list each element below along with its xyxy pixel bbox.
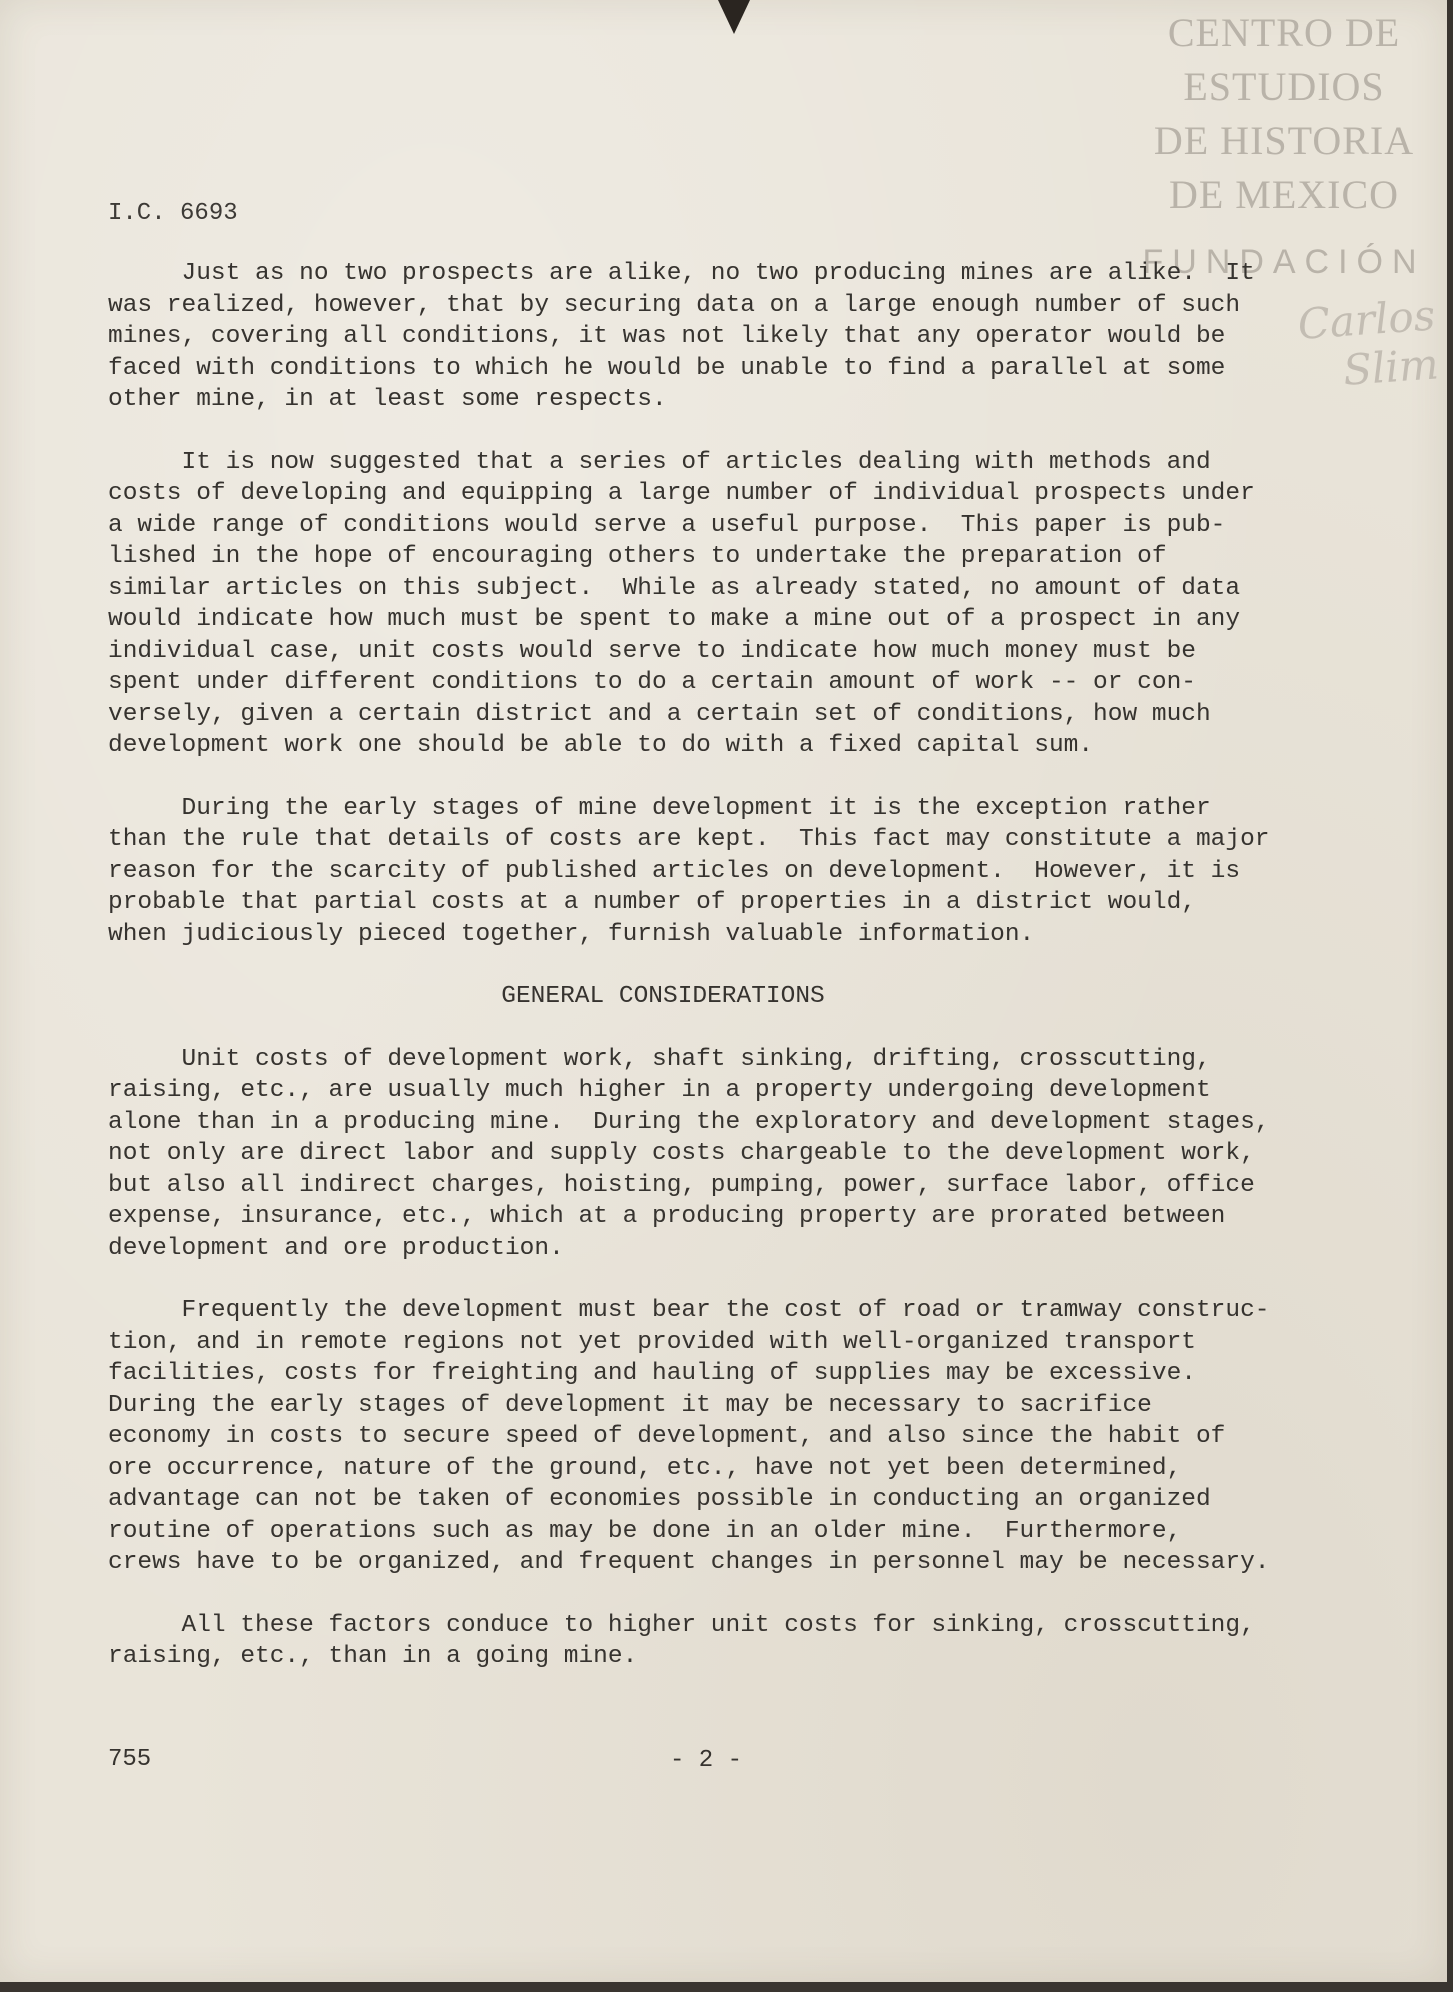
- binding-notch: [718, 0, 750, 34]
- stamp-line-3: DE HISTORIA: [1153, 118, 1415, 163]
- stamp-signature: Carlos Slim: [1296, 290, 1441, 395]
- paragraph-5: Frequently the development must bear the cost of road or tramway construc- tion, and in remote regions not yet provided with well-organized transport facilities, costs for freighting and hauling of supplies may be excessive. During the early stages of development it may be necessary to sacrifice economy in costs to secure speed of development, and also since the habit of ore occurrence, nature of the ground, etc., have not yet been determined, advantage can not be taken of economies possible in conducting an organized routine of operations such as may be done in an older mine. Furthermore, crews have to be organized, and frequent changes in personnel may be necessary.: [108, 1297, 1270, 1576]
- paragraph-3: During the early stages of mine development it is the exception rather than the rule that details of costs are kept. This fact may constitute a major reason for the scarcity of published articles on development. However, it is probable that partial costs at a number of properties in a district would, when judiciously pieced together, furnish valuable information.: [108, 794, 1270, 948]
- footer-code: 755: [108, 1746, 152, 1773]
- document-body: [108, 258, 1358, 1704]
- archive-stamp: [1139, 6, 1429, 284]
- paragraph-1: Just as no two prospects are alike, no two producing mines are alike. It was realized, however, that by securing data on a large enough number of such mines, covering all conditions, it was not likely that any operator would be faced with conditions to which he would be unable to find a parallel at some other mine, in at least some respects.: [108, 260, 1255, 413]
- paragraph-4: Unit costs of development work, shaft sinking, drifting, crosscutting, raising, etc., are usually much higher in a property undergoing development alone than in a producing mine. During the exploratory and development stages, not only are direct labor and supply costs chargeable to the development work, but also all indirect charges, hoisting, pumping, power, surface labor, office expense, insurance, etc., which at a producing property are prorated between development and ore production.: [108, 1045, 1270, 1262]
- stamp-foundation: FUNDACIÓN: [1142, 243, 1426, 281]
- stamp-line-1: CENTRO DE: [1167, 10, 1401, 55]
- page-number: - 2 -: [670, 1747, 743, 1774]
- stamp-line-2: ESTUDIOS: [1183, 64, 1385, 109]
- paragraph-2: It is now suggested that a series of articles dealing with methods and costs of developing and equipping a large number of individual prospects under a wide range of conditions would serve a useful purpose. This paper is pub- lished in the hope of encouraging others to undertake the preparation of similar articles on this subject. While as already stated, no amount of data would indicate how much must be spent to make a mine out of a prospect in any individual case, unit costs would serve to indicate how much money must be spent under different conditions to do a certain amount of work -- or con- versely, given a certain district and a certain set of conditions, how much development work one should be able to do with a fixed capital sum.: [108, 448, 1255, 759]
- stamp-line-4: DE MEXICO: [1168, 172, 1400, 217]
- paragraph-6: All these factors conduce to higher unit costs for sinking, crosscutting, raising, etc., than in a going mine.: [108, 1611, 1255, 1670]
- section-heading: GENERAL CONSIDERATIONS: [501, 983, 825, 1010]
- document-reference: I.C. 6693: [108, 200, 238, 227]
